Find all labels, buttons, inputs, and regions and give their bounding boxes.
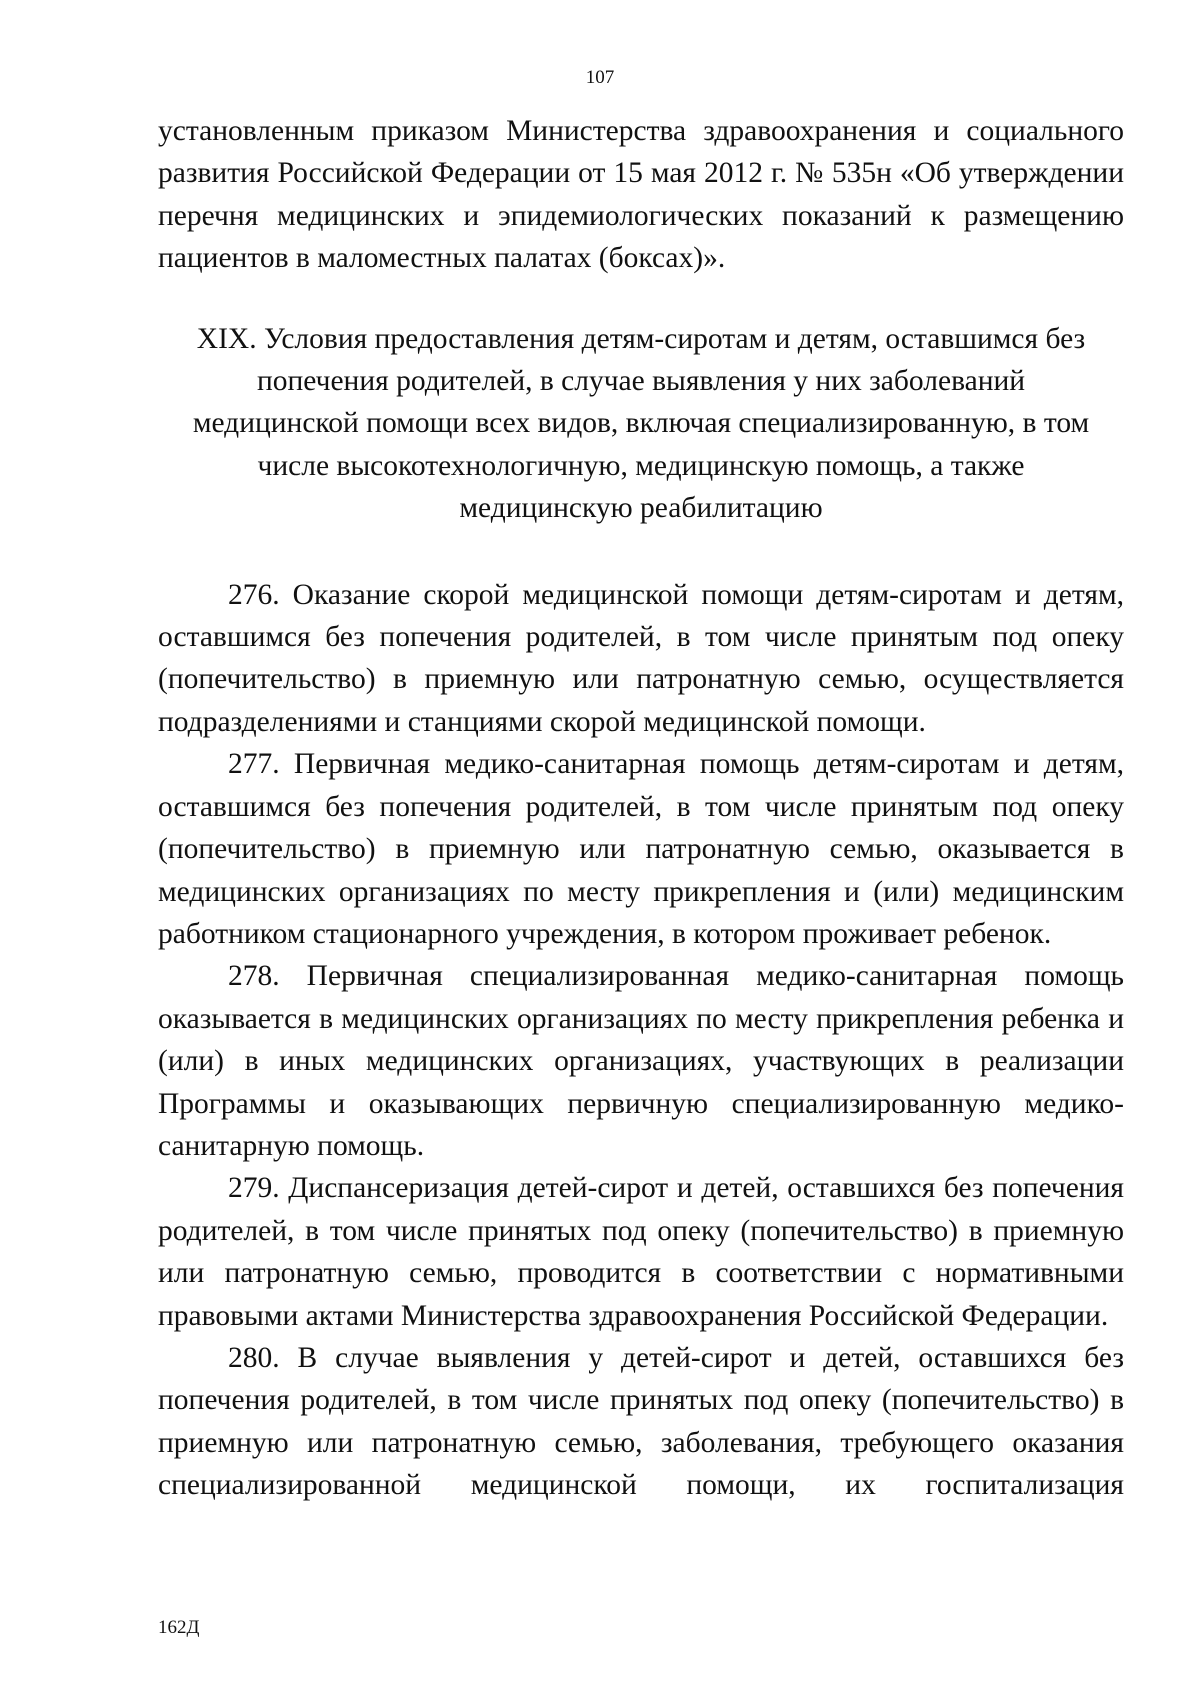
section-heading-line: XIX. Условия предоставления детям-сиротам и детям, оставшимся без bbox=[196, 322, 1086, 355]
section-heading-line: попечения родителей, в случае выявления у них заболеваний bbox=[256, 365, 1026, 398]
paragraph-279: 279. Диспансеризация детей-сирот и детей, оставшихся без попечения родителей, в том числе принятых под опеку (попечительство) в приемную или патронатную семью, проводится в соответствии с нормативными правовыми актами Министерства здравоохранения Российской Федерации. bbox=[158, 1172, 1124, 1332]
paragraph-278: 278. Первичная специализированная медико-санитарная помощь оказывается в медицинских организациях по месту прикрепления ребенка и (или) в иных медицинских организациях, участвующих в реализации Программы и оказывающих первичную специализированную медико-санитарную помощь. bbox=[158, 960, 1124, 1162]
section-heading-line: медицинской помощи всех видов, включая специализированную, в том bbox=[192, 407, 1090, 440]
page-number: 107 bbox=[585, 67, 615, 88]
document-code: 162Д bbox=[158, 1617, 200, 1638]
section-heading-line: медицинскую реабилитацию bbox=[459, 492, 823, 525]
paragraph-276: 276. Оказание скорой медицинской помощи детям-сиротам и детям, оставшимся без попечения родителей, в том числе принятым под опеку (попечительство) в приемную или патронатную семью, осуществляется подразделениями и станциями скорой медицинской помощи. bbox=[158, 578, 1124, 738]
intro-paragraph: установленным приказом Министерства здравоохранения и социального развития Российской Федерации от 15 мая 2012 г. № 535н «Об утверждении перечня медицинских и эпидемиологических показаний к размещению пациентов в маломестных палатах (боксах)». bbox=[158, 115, 1124, 275]
paragraph-280: 280. В случае выявления у детей-сирот и детей, оставшихся без попечения родителей, в том числе принятых под опеку (попечительство) в приемную или патронатную семью, заболевания, требующего оказания специализированной медицинской помощи, их госпитализация bbox=[158, 1341, 1124, 1502]
paragraph-277: 277. Первичная медико-санитарная помощь детям-сиротам и детям, оставшимся без попечения родителей, в том числе принятым под опеку (попечительство) в приемную или патронатную семью, оказывается в медицинских организациях по месту прикрепления и (или) медицинским работником стационарного учреждения, в котором проживает ребенок. bbox=[158, 748, 1124, 950]
section-heading-line: числе высокотехнологичную, медицинскую помощь, а также bbox=[257, 449, 1025, 482]
document-body bbox=[158, 110, 1124, 1507]
section-heading bbox=[158, 318, 1124, 530]
